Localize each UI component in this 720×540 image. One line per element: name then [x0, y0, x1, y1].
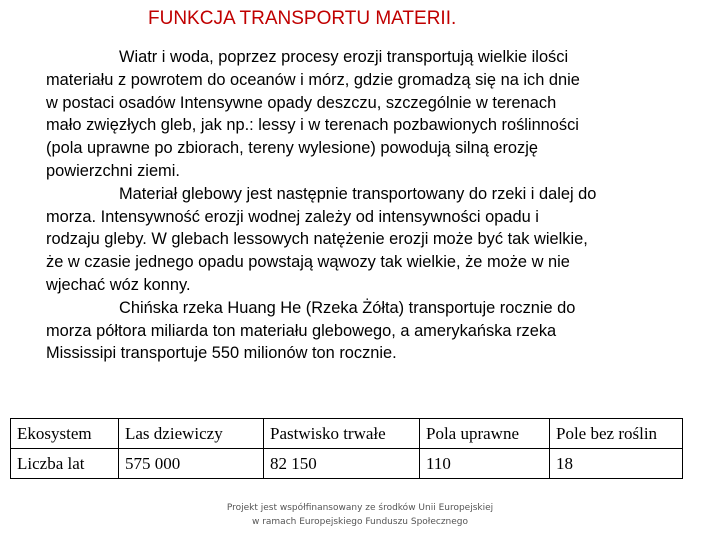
body-text: [46, 46, 712, 365]
table-cell: Pola uprawne: [420, 419, 550, 449]
text-line: że w czasie jednego opadu powstają wąwozy tak wielkie, że może w nie: [46, 253, 570, 272]
table-cell: 82 150: [264, 449, 420, 479]
table-cell: 18: [550, 449, 683, 479]
text-line: wjechać wóz konny.: [46, 275, 191, 294]
text-line: morza półtora miliarda ton materiału glebowego, a amerykańska rzeka: [46, 321, 557, 340]
text-line: Mississipi transportuje 550 milionów ton rocznie.: [46, 344, 397, 363]
table-header-row: [11, 419, 683, 449]
table-cell: Ekosystem: [11, 419, 119, 449]
text-line: rodzaju gleby. W glebach lessowych natężenie erozji może być tak wielkie,: [46, 230, 588, 249]
text-line: powierzchni ziemi.: [46, 161, 180, 180]
footer-line: Projekt jest współfinansowany ze środków Unii Europejskiej: [226, 503, 494, 513]
text-line: w postaci osadów Intensywne opady deszczu, szczególnie w terenach: [46, 93, 557, 112]
text-line: Materiał glebowy jest następnie transportowany do rzeki i dalej do: [119, 184, 597, 203]
text-line: morza. Intensywność erozji wodnej zależy od intensywności opadu i: [46, 207, 539, 226]
table-cell: Pole bez roślin: [550, 419, 683, 449]
table-row: [11, 449, 683, 479]
footer-line: w ramach Europejskiego Funduszu Społecznego: [251, 517, 469, 527]
text-line: Wiatr i woda, poprzez procesy erozji transportują wielkie ilości: [119, 48, 569, 66]
table-cell: Liczba lat: [11, 449, 119, 479]
erosion-table: [10, 418, 683, 479]
footer-note: [0, 501, 720, 529]
text-line: Chińska rzeka Huang He (Rzeka Żółta) transportuje rocznie do: [119, 298, 576, 317]
table-cell: 110: [420, 449, 550, 479]
text-line: mało zwięzłych gleb, jak np.: lessy i w terenach pozbawionych roślinności: [46, 116, 579, 135]
text-line: (pola uprawne po zbiorach, tereny wylesione) powodują silną erozję: [46, 139, 538, 158]
table-cell: Pastwisko trwałe: [264, 419, 420, 449]
table-cell: Las dziewiczy: [119, 419, 264, 449]
text-line: materiału z powrotem do oceanów i mórz, gdzie gromadzą się na ich dnie: [46, 70, 580, 89]
page-title: FUNKCJA TRANSPORTU MATERII.: [148, 8, 457, 29]
table-cell: 575 000: [119, 449, 264, 479]
